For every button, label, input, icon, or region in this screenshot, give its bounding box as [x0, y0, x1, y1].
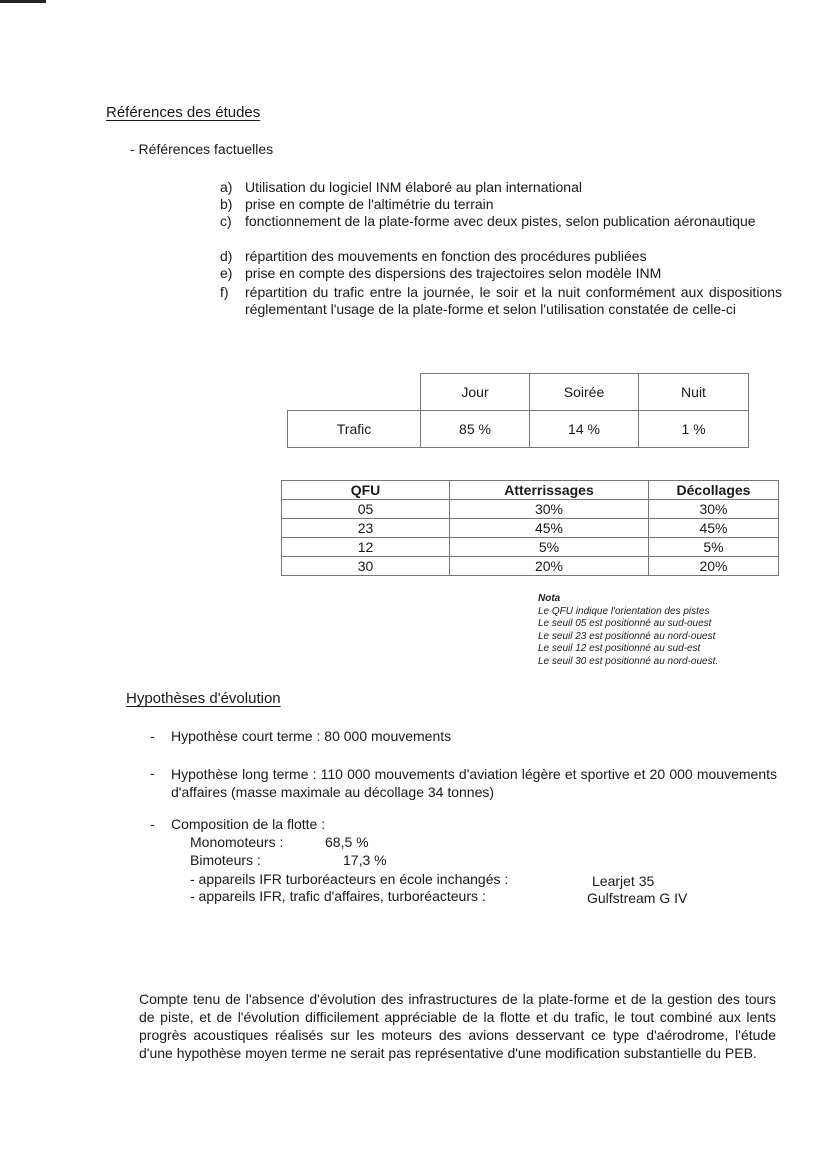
nota-line: Le QFU indique l'orientation des pistes: [538, 605, 710, 617]
value-cell: 1 %: [639, 411, 749, 448]
table-row: [282, 500, 779, 519]
traffic-table: [287, 373, 749, 448]
row-label: Trafic: [288, 411, 421, 448]
nota-line: Le seuil 12 est positionné au sud-est: [538, 643, 701, 654]
header-cell: Atterrissages: [450, 481, 649, 500]
bi-value: 17,3 %: [343, 852, 387, 868]
table-row: [282, 538, 779, 557]
header-cell: Nuit: [639, 374, 749, 411]
list-letter: c): [220, 213, 232, 229]
header-cell: Soirée: [530, 374, 639, 411]
list-text: fonctionnement de la plate-forme avec deux pistes, selon publication aéronautique: [245, 213, 756, 229]
bullet-dash: -: [150, 816, 155, 832]
ifr-business-label: - appareils IFR, trafic d'affaires, turboréacteurs :: [190, 888, 486, 904]
blank-header-cell: [288, 374, 421, 411]
nota-title: Nota: [538, 593, 561, 604]
list-item: [220, 248, 782, 265]
ifr-business-value: Gulfstream G IV: [587, 890, 688, 906]
list-letter: f): [220, 284, 229, 300]
list-text: prise en compte des dispersions des trajectoires selon modèle INM: [245, 265, 662, 281]
mono-value: 68,5 %: [325, 834, 369, 850]
list-letter: d): [220, 248, 233, 264]
landing-cell: 20%: [450, 557, 649, 576]
list-text: répartition des mouvements en fonction des procédures publiées: [245, 248, 647, 264]
takeoff-cell: 20%: [649, 557, 779, 576]
nota-line: Le seuil 30 est positionné au nord-ouest.: [538, 655, 719, 667]
qfu-cell: 30: [282, 557, 450, 576]
scan-edge-mark: [0, 0, 46, 3]
list-letter: b): [220, 196, 233, 212]
landing-cell: 45%: [450, 519, 649, 538]
value-cell: 85 %: [421, 411, 530, 448]
references-heading: Références des études: [106, 104, 261, 121]
references-subtitle: - Références factuelles: [130, 141, 274, 157]
nota-block: [538, 593, 718, 668]
nota-line: Le seuil 23 est positionné au nord-ouest: [538, 630, 716, 642]
header-cell: QFU: [282, 481, 450, 500]
ifr-school-label: - appareils IFR turboréacteurs en école inchangés :: [190, 871, 509, 887]
table-row: [282, 557, 779, 576]
takeoff-cell: 30%: [649, 500, 779, 519]
value-cell: 14 %: [530, 411, 639, 448]
list-letter: e): [220, 265, 233, 281]
list-item: [220, 196, 782, 213]
nota-line: Le seuil 05 est positionné au sud-ouest: [538, 618, 712, 629]
takeoff-cell: 5%: [649, 538, 779, 557]
table-row: [282, 519, 779, 538]
list-item: [220, 265, 782, 282]
short-term-hypothesis: Hypothèse court terme : 80 000 mouvements: [171, 728, 452, 744]
ifr-school-value: Learjet 35: [592, 873, 655, 889]
list-text: répartition du trafic entre la journée, le soir et la nuit conformément aux dispositions réglementant l'usage de la plate-forme et selon l'utilisation constatée de celle-ci: [245, 284, 782, 317]
qfu-cell: 23: [282, 519, 450, 538]
qfu-cell: 12: [282, 538, 450, 557]
hypotheses-heading: Hypothèses d'évolution: [126, 690, 281, 707]
bullet-dash: -: [150, 765, 155, 781]
header-cell: Jour: [421, 374, 530, 411]
qfu-table: [281, 480, 779, 576]
long-term-hypothesis: Hypothèse long terme : 110 000 mouvements d'aviation légère et sportive et 20 000 mouvements d'affaires (masse maximale au décollage 34 tonnes): [171, 766, 777, 800]
list-item: [220, 284, 782, 318]
list-text: Utilisation du logiciel INM élaboré au plan international: [245, 179, 582, 195]
list-letter: a): [220, 179, 233, 195]
landing-cell: 5%: [450, 538, 649, 557]
landing-cell: 30%: [450, 500, 649, 519]
qfu-cell: 05: [282, 500, 450, 519]
header-cell: Décollages: [649, 481, 779, 500]
list-item: [220, 213, 782, 230]
list-text: prise en compte de l'altimétrie du terrain: [245, 196, 494, 212]
bullet-dash: -: [150, 728, 155, 744]
list-item: [220, 179, 782, 196]
fleet-title: Composition de la flotte :: [171, 816, 326, 832]
bi-label: Bimoteurs :: [190, 852, 261, 868]
takeoff-cell: 45%: [649, 519, 779, 538]
conclusion-paragraph: Compte tenu de l'absence d'évolution des infrastructures de la plate-forme et de la gestion des tours de piste, et de l'évolution difficilement appréciable de la flotte et du trafic, le tout combiné aux lents progrès acoustiques réalisés sur les moteurs des avions desservant ce type d'aérodrome, l'étude d'une hypothèse moyen terme ne serait pas représentative d'une modification substantielle du PEB.: [139, 991, 776, 1061]
mono-label: Monomoteurs :: [190, 834, 284, 850]
